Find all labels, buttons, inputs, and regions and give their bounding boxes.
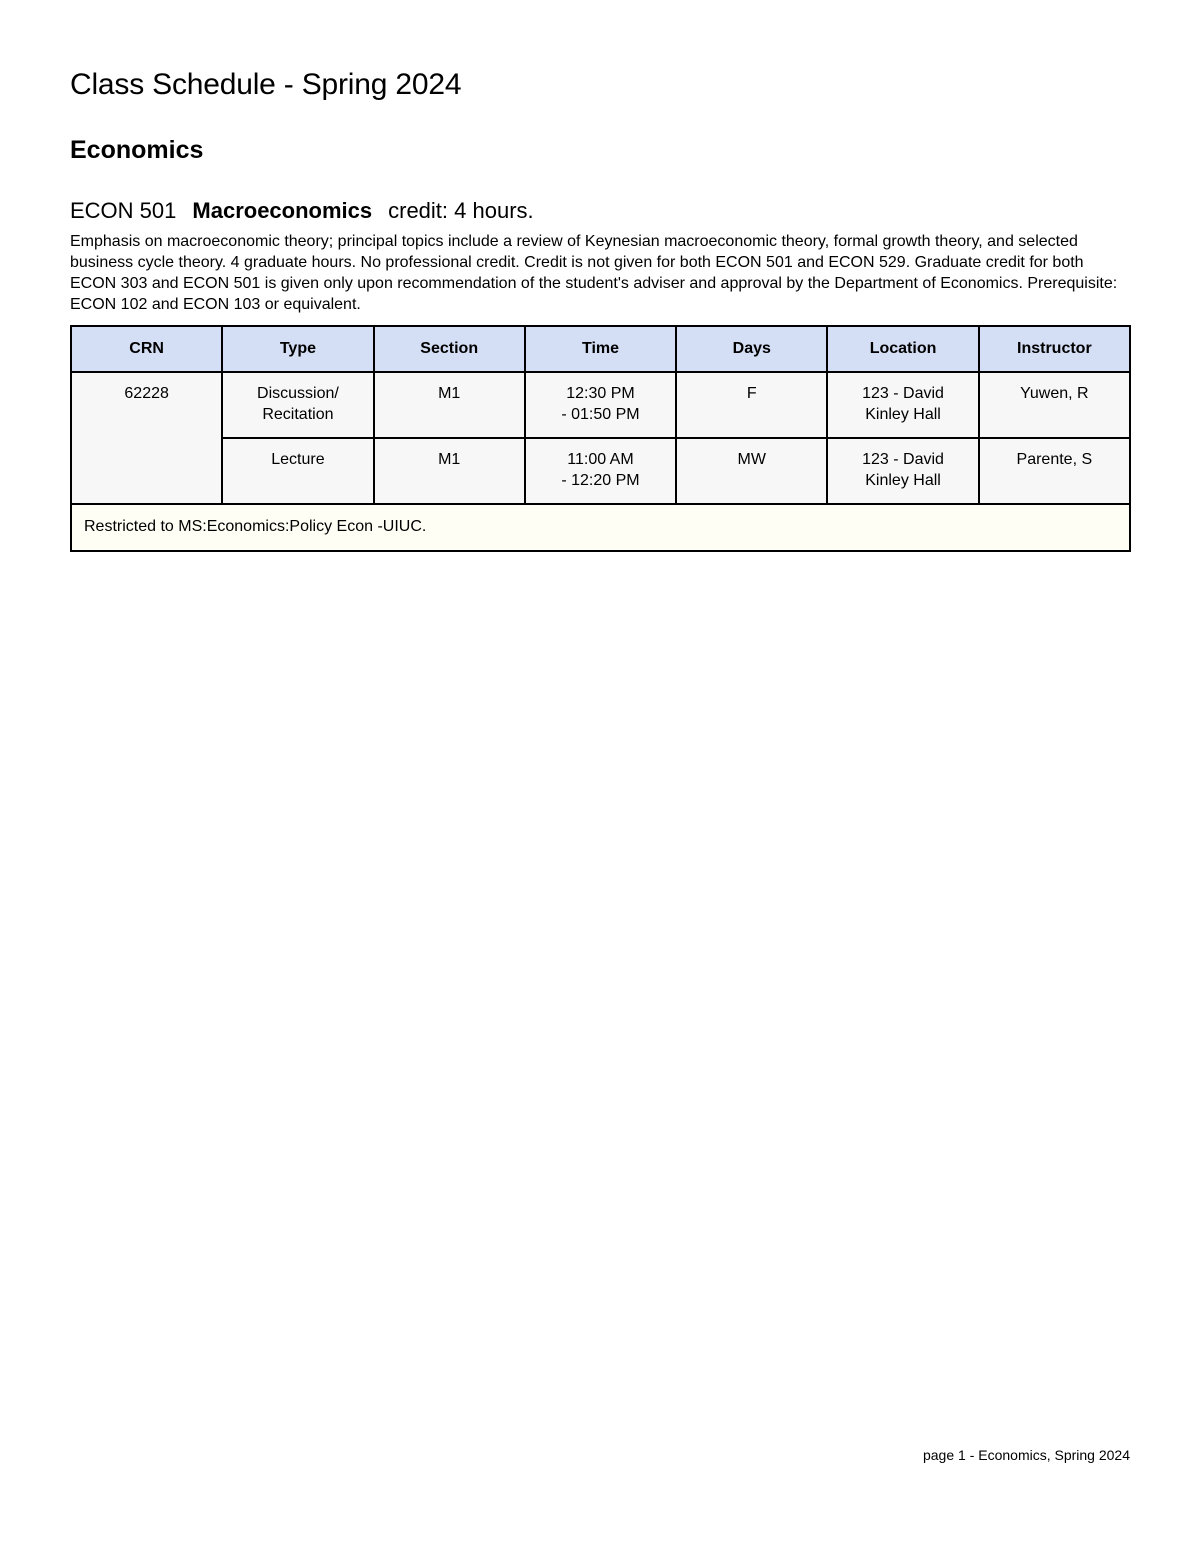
crn-cell: 62228: [71, 372, 222, 504]
section-cell: M1: [374, 372, 525, 438]
course-description: Emphasis on macroeconomic theory; principal topics include a review of Keynesian macroeconomic theory, formal growth theory, and selected business cycle theory. 4 graduate hours. No professional credit. Credit is not given for both ECON 501 and ECON 529. Graduate credit for both ECON 303 and ECON 501 is given only upon recommendation of the student's adviser and approval by the Department of Economics. Prerequisite: ECON 102 and ECON 103 or equivalent.: [70, 233, 1118, 313]
time-cell: [525, 438, 676, 504]
course-code: ECON 501: [70, 198, 177, 223]
department-title: Economics: [70, 136, 204, 164]
location-line: 123 - David: [862, 451, 944, 468]
header-section: Section: [374, 326, 525, 372]
location-cell: [827, 438, 978, 504]
time-end: - 01:50 PM: [561, 406, 640, 423]
location-line: 123 - David: [862, 385, 944, 402]
type-line: Recitation: [262, 406, 334, 423]
table-row: [71, 438, 1130, 504]
page-footer: page 1 - Economics, Spring 2024: [922, 1447, 1130, 1463]
type-cell: [222, 372, 373, 438]
page-title: Class Schedule - Spring 2024: [70, 68, 462, 101]
course-heading: [70, 198, 534, 224]
time-start: 12:30 PM: [566, 385, 635, 402]
type-cell: [222, 438, 373, 504]
table-header-row: [71, 326, 1130, 372]
course-name: Macroeconomics: [192, 198, 373, 223]
instructor-cell: Yuwen, R: [979, 372, 1130, 438]
section-cell: M1: [374, 438, 525, 504]
location-cell: [827, 372, 978, 438]
days-cell: MW: [676, 438, 827, 504]
header-instructor: Instructor: [979, 326, 1130, 372]
header-location: Location: [827, 326, 978, 372]
restriction-note: Restricted to MS:Economics:Policy Econ -UIUC.: [71, 504, 1130, 551]
table-row: [71, 372, 1130, 438]
time-start: 11:00 AM: [567, 451, 634, 468]
header-crn: CRN: [71, 326, 222, 372]
location-line: Kinley Hall: [865, 406, 941, 423]
instructor-cell: Parente, S: [979, 438, 1130, 504]
header-type: Type: [222, 326, 373, 372]
time-end: - 12:20 PM: [561, 472, 640, 489]
schedule-table: [70, 325, 1131, 552]
restriction-note-row: [71, 504, 1130, 551]
type-line: Discussion/: [257, 385, 339, 402]
location-line: Kinley Hall: [865, 472, 941, 489]
days-cell: F: [676, 372, 827, 438]
course-credit: credit: 4 hours.: [388, 198, 534, 223]
header-days: Days: [676, 326, 827, 372]
header-time: Time: [525, 326, 676, 372]
time-cell: [525, 372, 676, 438]
type-line: Lecture: [271, 451, 325, 468]
